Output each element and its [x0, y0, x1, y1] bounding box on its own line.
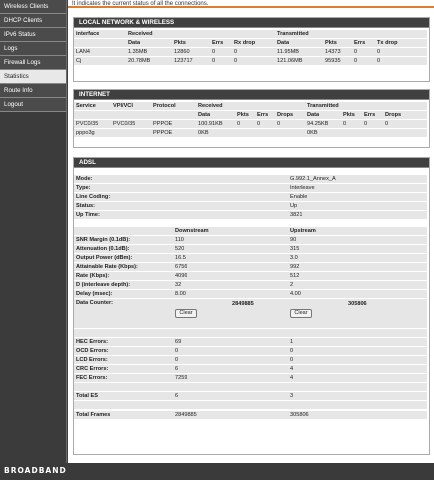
adsl-error-upstream: 4	[290, 375, 294, 381]
adsl-error-downstream: 69	[175, 339, 182, 345]
adsl-info-row	[74, 175, 427, 183]
lan-header-row	[74, 30, 427, 38]
lan-subheader: Pkts	[174, 40, 186, 46]
table-cell: PPPOE	[153, 130, 173, 136]
lan-subheader: Data	[128, 40, 141, 46]
lan-col-received: Received	[128, 31, 153, 37]
adsl-metric-label: Attainable Rate (Kbps):	[76, 264, 138, 270]
adsl-error-label: HEC Errors:	[76, 339, 109, 345]
adsl-total-es-label: Total ES	[76, 393, 98, 399]
adsl-total-frames-row	[74, 411, 427, 419]
adsl-data-counter-upstream: 305806	[348, 301, 367, 307]
table-cell: 20.78MB	[128, 58, 151, 64]
table-cell: pppo3g	[76, 130, 95, 136]
adsl-metric-upstream: 512	[290, 273, 300, 279]
adsl-spacer-row	[74, 401, 427, 409]
table-cell: 12860	[174, 49, 190, 55]
adsl-info-label: Status:	[76, 203, 95, 209]
internet-subheader: Pkts	[343, 112, 355, 118]
adsl-metric-upstream: 4.00	[290, 291, 301, 297]
adsl-metric-row	[74, 263, 427, 271]
table-row	[74, 129, 427, 137]
adsl-total-es-downstream: 6	[175, 393, 179, 399]
lan-subheader-row	[74, 39, 427, 47]
table-cell: LAN4	[76, 49, 90, 55]
table-cell: 95935	[325, 58, 341, 64]
adsl-metric-upstream: 992	[290, 264, 300, 270]
adsl-metric-downstream: 8.00	[175, 291, 186, 297]
adsl-error-label: FEC Errors:	[76, 375, 108, 381]
internet-subheader-row	[74, 111, 427, 119]
lan-subheader: Rx drop	[234, 40, 256, 46]
lan-col-transmitted: Transmitted	[277, 31, 309, 37]
adsl-error-row	[74, 365, 427, 373]
table-cell: 0	[237, 121, 241, 127]
adsl-total-es-row	[74, 392, 427, 400]
adsl-info-label: Mode:	[76, 176, 93, 182]
adsl-metric-label: Rate (Kbps):	[76, 273, 110, 279]
adsl-info-row	[74, 184, 427, 192]
adsl-metric-upstream: 315	[290, 246, 300, 252]
table-cell: 94.25KB	[307, 121, 329, 127]
sidebar	[0, 0, 67, 463]
table-cell: PPPOE	[153, 121, 173, 127]
adsl-error-upstream: 1	[290, 339, 294, 345]
table-cell: 0	[354, 58, 358, 64]
internet-col-header: Received	[198, 103, 223, 109]
main-content	[68, 0, 434, 463]
adsl-data-counter-label: Data Counter:	[76, 300, 113, 306]
table-cell: 0	[234, 49, 238, 55]
adsl-metric-upstream: 3.0	[290, 255, 298, 261]
internet-subheader: Data	[198, 112, 211, 118]
sidebar-item-route-info[interactable]: Route Info	[0, 84, 66, 98]
table-cell: 0KB	[198, 130, 209, 136]
adsl-total-es-upstream: 3	[290, 393, 294, 399]
internet-col-header: Transmitted	[307, 103, 339, 109]
sidebar-item-wireless-clients[interactable]: Wireless Clients	[0, 0, 66, 14]
internet-subheader: Drops	[385, 112, 402, 118]
adsl-col-downstream: Downstream	[175, 228, 209, 234]
internet-subheader: Errs	[257, 112, 269, 118]
adsl-metric-downstream: 16.5	[175, 255, 186, 261]
adsl-columns-header	[74, 227, 427, 235]
adsl-error-downstream: 7259	[175, 375, 188, 381]
adsl-metric-label: Output Power (dBm):	[76, 255, 133, 261]
adsl-error-upstream: 0	[290, 348, 294, 354]
adsl-info-value: G.992.1_Annex_A	[290, 176, 336, 182]
adsl-error-label: CRC Errors:	[76, 366, 109, 372]
internet-subheader: Errs	[364, 112, 376, 118]
adsl-error-downstream: 0	[175, 348, 179, 354]
table-cell: 11.95MB	[277, 49, 299, 55]
intro-text: It indicates the current status of all the connections.	[68, 0, 434, 8]
adsl-info-value: 3821	[290, 212, 303, 218]
adsl-error-upstream: 4	[290, 366, 294, 372]
adsl-spacer-row	[74, 329, 427, 337]
internet-header-row	[74, 102, 427, 110]
sidebar-item-logs[interactable]: Logs	[0, 42, 66, 56]
adsl-metric-downstream: 110	[175, 237, 184, 243]
adsl-metric-downstream: 32	[175, 282, 182, 288]
internet-col-header: Protocol	[153, 103, 176, 109]
table-cell: 0KB	[307, 130, 318, 136]
internet-subheader: Drops	[277, 112, 294, 118]
adsl-info-row	[74, 193, 427, 201]
clear-upstream-button[interactable]: Clear	[290, 309, 312, 318]
table-cell: PVC0/35	[76, 121, 99, 127]
sidebar-item-statistics[interactable]: Statistics	[0, 70, 66, 84]
table-row	[74, 120, 427, 128]
adsl-data-counter-row	[74, 299, 427, 320]
adsl-info-value: Interleave	[290, 185, 315, 191]
table-cell: 0	[364, 121, 368, 127]
table-cell: 0	[277, 121, 281, 127]
clear-downstream-button[interactable]: Clear	[175, 309, 197, 318]
adsl-metric-downstream: 6756	[175, 264, 188, 270]
lan-subheader: Data	[277, 40, 290, 46]
adsl-metric-row	[74, 281, 427, 289]
table-cell: PVC0/35	[113, 121, 136, 127]
table-cell: 0	[212, 49, 216, 55]
adsl-metric-row	[74, 272, 427, 280]
adsl-info-row	[74, 202, 427, 210]
internet-panel-title: INTERNET	[74, 90, 429, 100]
lan-subheader: Errs	[354, 40, 366, 46]
adsl-metric-row	[74, 290, 427, 298]
sidebar-item-firewall-logs[interactable]: Firewall Logs	[0, 56, 66, 70]
sidebar-item-logout[interactable]: Logout	[0, 98, 66, 112]
adsl-error-row	[74, 338, 427, 346]
table-cell: 0	[354, 49, 358, 55]
adsl-total-frames-upstream: 305806	[290, 412, 309, 418]
adsl-metric-row	[74, 254, 427, 262]
adsl-metric-downstream: 4096	[175, 273, 188, 279]
lan-subheader: Pkts	[325, 40, 337, 46]
table-cell: 0	[343, 121, 347, 127]
adsl-col-upstream: Upstream	[290, 228, 316, 234]
table-row	[74, 48, 427, 56]
footer	[0, 463, 434, 480]
adsl-spacer-row	[74, 320, 427, 328]
table-cell: 0	[385, 121, 389, 127]
adsl-error-downstream: 6	[175, 366, 179, 372]
internet-col-header: Service	[76, 103, 96, 109]
adsl-info-row	[74, 211, 427, 219]
internet-subheader: Pkts	[237, 112, 249, 118]
adsl-error-row	[74, 374, 427, 382]
table-cell: 0	[377, 49, 381, 55]
table-cell: 1.35MB	[128, 49, 148, 55]
adsl-error-label: OCD Errors:	[76, 348, 109, 354]
adsl-info-label: Type:	[76, 185, 91, 191]
adsl-panel-title: ADSL	[74, 158, 429, 168]
adsl-error-row	[74, 347, 427, 355]
adsl-info-label: Line Coding:	[76, 194, 111, 200]
adsl-metric-label: Delay (msec):	[76, 291, 113, 297]
adsl-info-value: Up	[290, 203, 298, 209]
table-cell: 0	[212, 58, 216, 64]
lan-subheader: Tx drop	[377, 40, 398, 46]
lan-panel	[73, 17, 430, 82]
adsl-metric-label: D (interleave depth):	[76, 282, 131, 288]
table-cell: 123717	[174, 58, 193, 64]
adsl-metric-upstream: 90	[290, 237, 297, 243]
internet-col-header: VPI/VCI	[113, 103, 133, 109]
table-cell: 0	[234, 58, 238, 64]
adsl-panel	[73, 157, 430, 455]
adsl-metric-label: SNR Margin (0.1dB):	[76, 237, 131, 243]
adsl-metric-label: Attenuation (0.1dB):	[76, 246, 130, 252]
table-cell: 0	[377, 58, 381, 64]
adsl-data-counter-downstream: 2849885	[232, 301, 254, 307]
lan-col-interface: interface	[76, 31, 100, 37]
adsl-error-label: LCD Errors:	[76, 357, 108, 363]
adsl-info-label: Up Time:	[76, 212, 100, 218]
adsl-spacer-row	[74, 383, 427, 391]
sidebar-item-dhcp-clients[interactable]: DHCP Clients	[0, 14, 66, 28]
table-cell: 14373	[325, 49, 341, 55]
adsl-total-frames-downstream: 2849885	[175, 412, 197, 418]
adsl-metric-row	[74, 236, 427, 244]
adsl-metric-downstream: 520	[175, 246, 185, 252]
internet-subheader: Data	[307, 112, 320, 118]
table-cell: 121.06MB	[277, 58, 303, 64]
table-cell: 0	[257, 121, 261, 127]
table-cell: 100.91KB	[198, 121, 223, 127]
lan-panel-title: LOCAL NETWORK & WIRELESS	[74, 18, 429, 28]
table-row	[74, 57, 427, 65]
adsl-total-frames-label: Total Frames	[76, 412, 111, 418]
lan-subheader: Errs	[212, 40, 224, 46]
sidebar-item-ipv6-status[interactable]: IPv6 Status	[0, 28, 66, 42]
brand-logo: BROADBAND	[4, 466, 67, 475]
adsl-error-row	[74, 356, 427, 364]
adsl-error-upstream: 0	[290, 357, 294, 363]
adsl-info-value: Enable	[290, 194, 308, 200]
adsl-metric-row	[74, 245, 427, 253]
internet-panel	[73, 89, 430, 148]
adsl-error-downstream: 0	[175, 357, 179, 363]
table-cell: Cj	[76, 58, 82, 64]
adsl-metric-upstream: 2	[290, 282, 294, 288]
